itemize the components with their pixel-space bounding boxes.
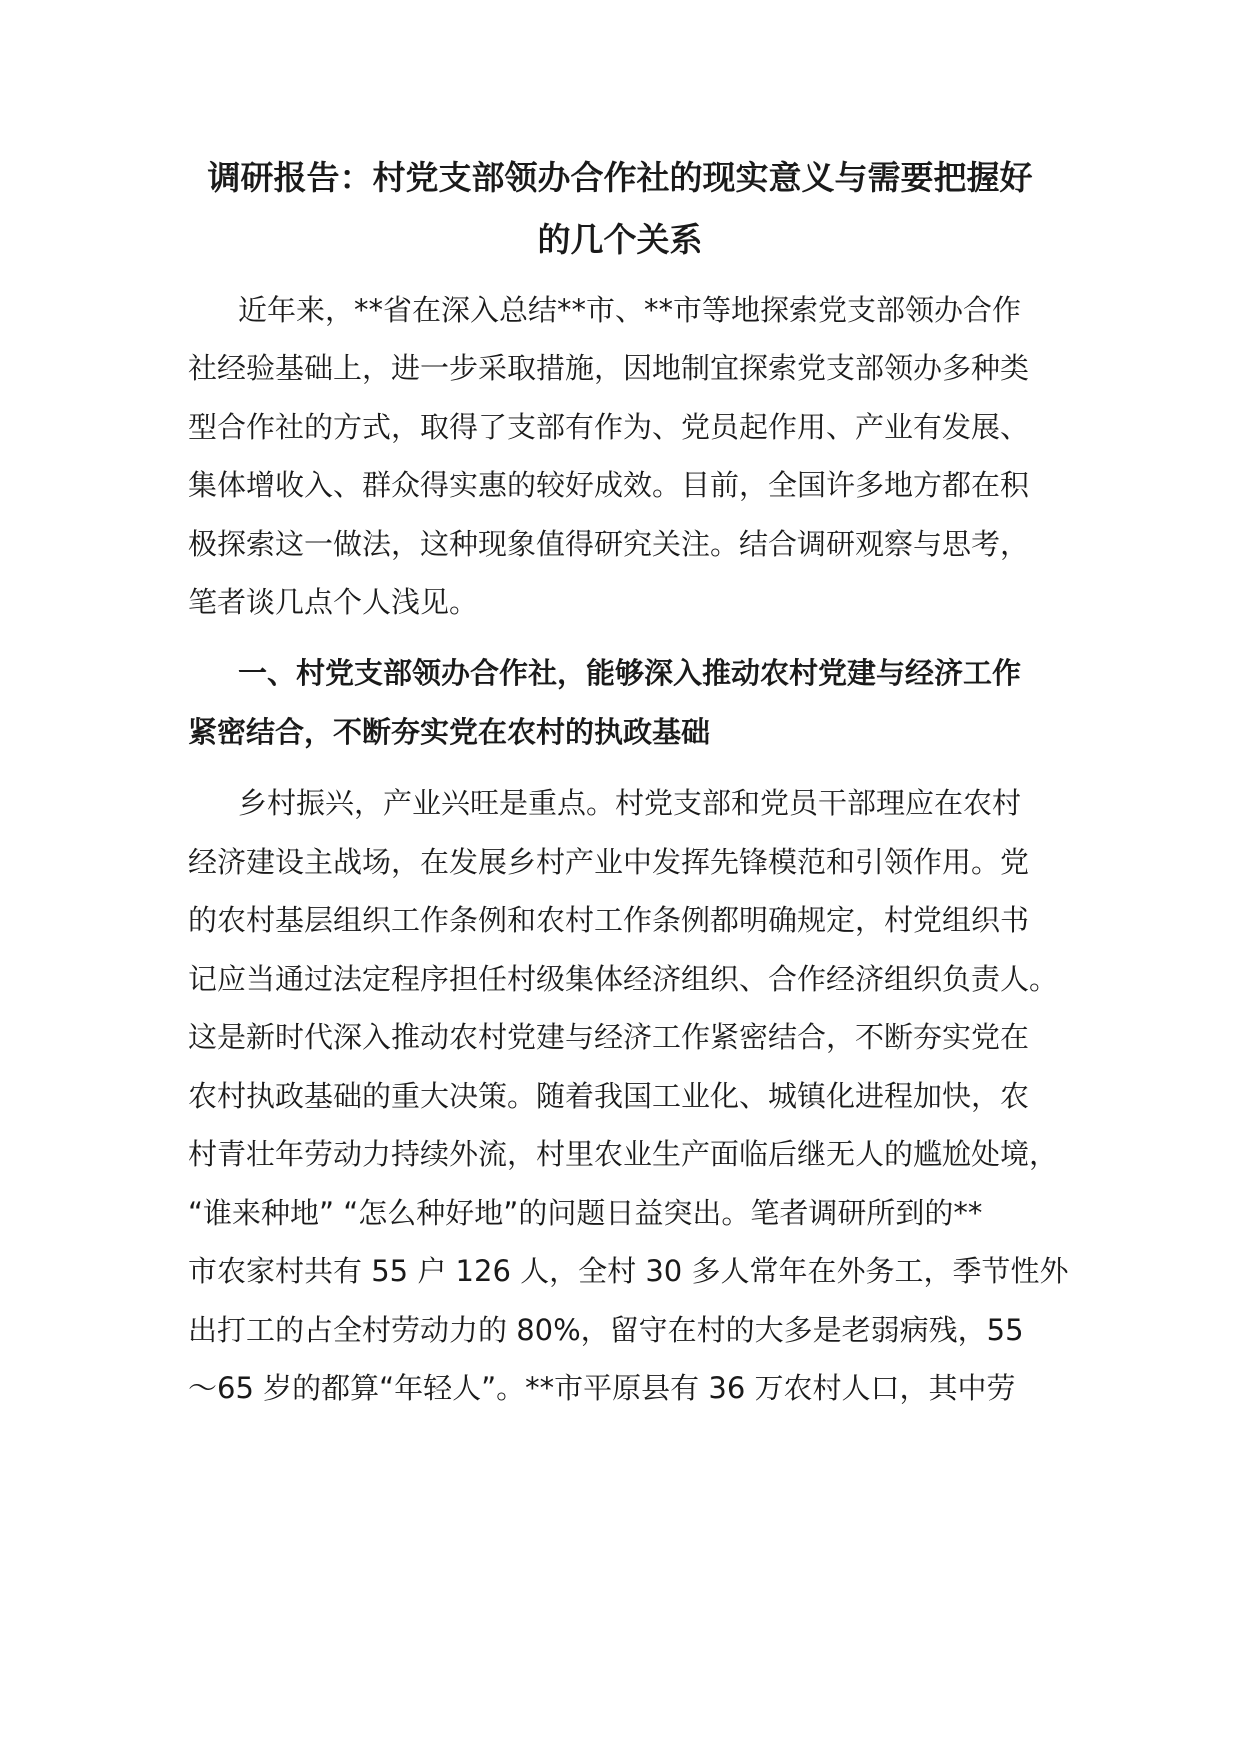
paragraph-1-line-3: 型合作社的方式，取得了支部有作为、党员起作用、产业有发展、: [188, 410, 1030, 444]
document-title-line-2: 的几个关系: [537, 220, 703, 259]
paragraph-2-line-8: “谁来种地” “怎么种好地”的问题日益突出。笔者调研所到的**: [188, 1196, 983, 1230]
paragraph-2-line-3: 的农村基层组织工作条例和农村工作条例都明确规定，村党组织书: [188, 903, 1030, 937]
document-title-line-1: 调研报告：村党支部领办合作社的现实意义与需要把握好: [207, 158, 1033, 197]
paragraph-1-line-6: 笔者谈几点个人浅见。: [188, 585, 479, 619]
paragraph-1-line-2: 社经验基础上，进一步采取措施，因地制宜探索党支部领办多种类: [188, 351, 1030, 385]
paragraph-2-line-5: 这是新时代深入推动农村党建与经济工作紧密结合，不断夯实党在: [188, 1020, 1030, 1054]
paragraph-2-line-6: 农村执政基础的重大决策。随着我国工业化、城镇化进程加快，农: [188, 1079, 1030, 1113]
paragraph-2-line-2: 经济建设主战场，在发展乡村产业中发挥先锋模范和引领作用。党: [188, 845, 1030, 879]
paragraph-2-line-11: ～65 岁的都算“年轻人”。**市平原县有 36 万农村人口，其中劳: [188, 1371, 1016, 1405]
paragraph-2-line-10: 出打工的占全村劳动力的 80%，留守在村的大多是老弱病残，55: [188, 1313, 1024, 1347]
section-heading-1-line-1: 一、村党支部领办合作社，能够深入推动农村党建与经济工作: [238, 656, 1022, 690]
paragraph-2-line-9: 市农家村共有 55 户 126 人，全村 30 多人常年在外务工，季节性外: [188, 1254, 1069, 1288]
paragraph-1-line-4: 集体增收入、群众得实惠的较好成效。目前，全国许多地方都在积: [188, 468, 1030, 502]
paragraph-2-line-1: 乡村振兴，产业兴旺是重点。村党支部和党员干部理应在农村: [238, 786, 1022, 820]
paragraph-1-line-5: 极探索这一做法，这种现象值得研究关注。结合调研观察与思考，: [188, 527, 1030, 561]
section-heading-1-line-2: 紧密结合，不断夯实党在农村的执政基础: [188, 715, 711, 749]
paragraph-2-line-7: 村青壮年劳动力持续外流，村里农业生产面临后继无人的尴尬处境，: [188, 1137, 1059, 1171]
paragraph-1-line-1: 近年来，**省在深入总结**市、**市等地探索党支部领办合作: [238, 293, 1022, 327]
paragraph-2-line-4: 记应当通过法定程序担任村级集体经济组织、合作经济组织负责人。: [188, 962, 1059, 996]
